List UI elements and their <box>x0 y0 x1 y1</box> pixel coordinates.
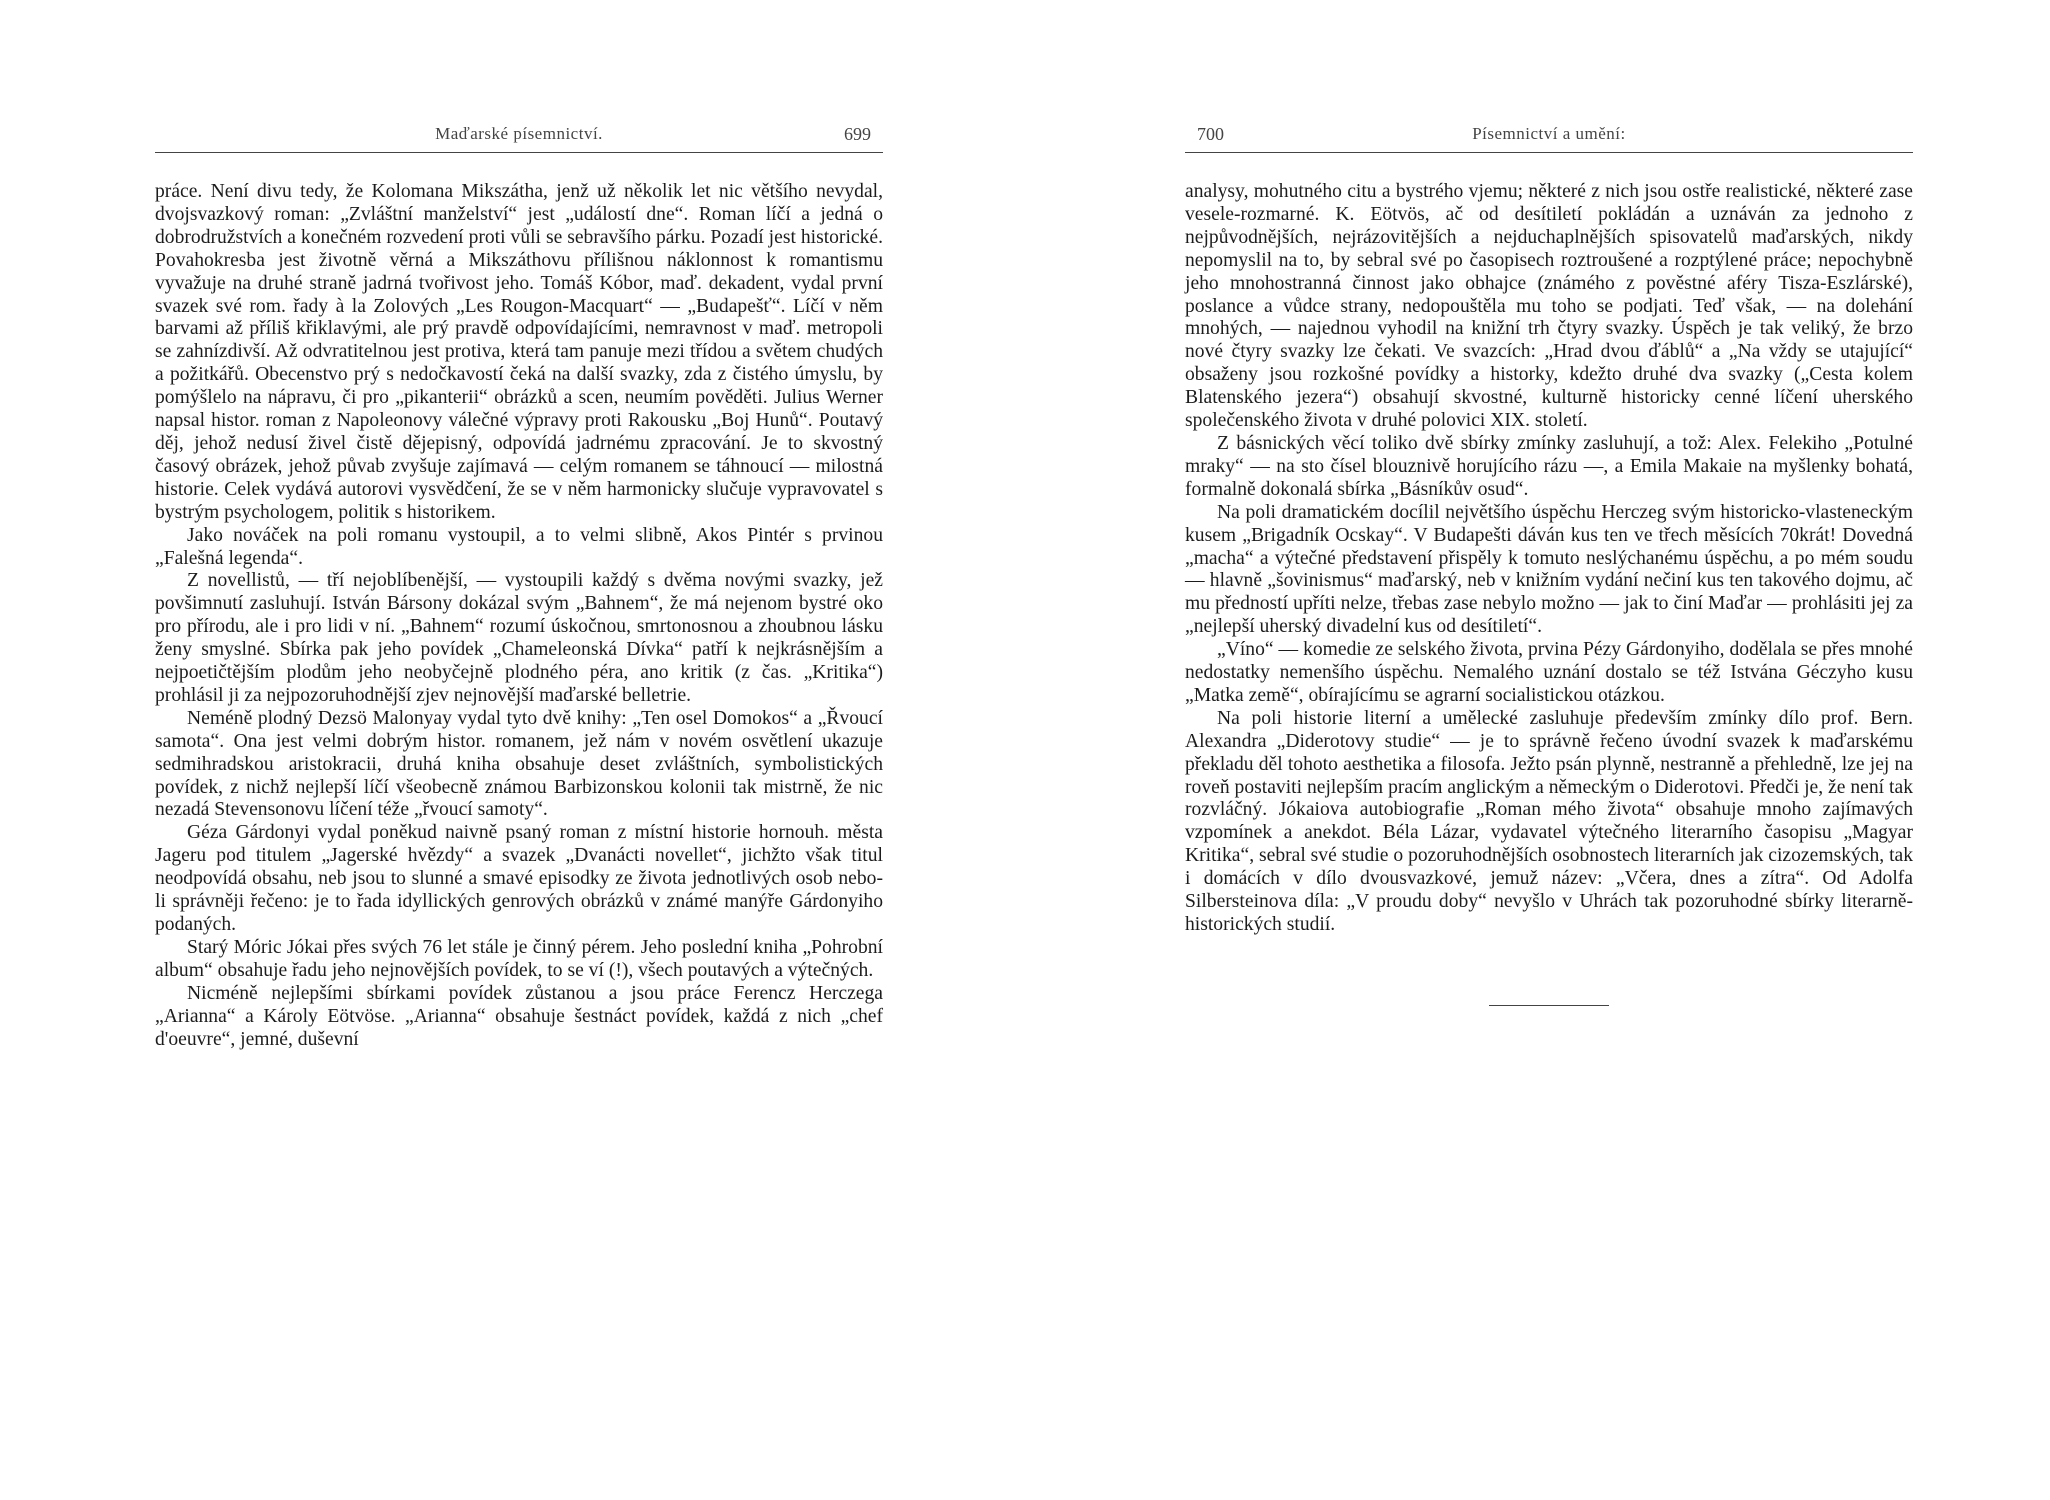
paragraph: Z básnických věcí toliko dvě sbírky zmínky zasluhují, a tož: Alex. Felekiho „Potulné mraky“ — na sto čísel blouznivě horujícího rázu —, a Emila Makaie na myšlenky bohatá, formalně dokonalá sbírka „Básníkův osud“. <box>1185 432 1913 500</box>
paragraph: Z novellistů, — tří nejoblíbenější, — vystoupili každý s dvěma novými svazky, jež povšimnutí zasluhují. István Bársony dokázal svým „Bahnem“, že má nejenom bystré oko pro přírodu, ale i pro lidi v ní. „Bahnem“ rozumí úskočnou, smrtonosnou a zhoubnou lásku ženy smyslné. Sbírka pak jeho povídek „Chameleonská Dívka“ patří k nejkrásnějším a nejpoetičtějším plodům jeho neobyčejně plodného péra, ano kritik (z čas. „Kritika“) prohlásil ji za nejpozoruhodnější zjev nejnovější maďarské belletrie. <box>155 570 883 706</box>
page-number: 699 <box>844 124 871 144</box>
paragraph: Na poli historie literní a umělecké zasluhuje především zmínky dílo prof. Bern. Alexandra „Diderotovy studie“ — je to správně řečeno úvodní svazek k maďarskému překladu děl tohoto aesthetika a filosofa. Ježto psán plynně, nestranně a přehledně, lze jej na roveň postaviti nejlepším pracím anglickým a německým o Diderotovi. Předči je, že není tak rozvláčný. Jókaiova autobiografie „Roman mého života“ obsahuje mnoho zajímavých vzpomínek a anekdot. Béla Lázar, vydavatel výtečného literarního časopisu „Magyar Kritika“, sebral své studie o pozoruhodnějších osobnostech literarních jak cizozemských, tak i domácích v dílo dvousvazkové, jemuž název: „Včera, dnes a zítra“. Od Adolfa Silbersteinova díla: „V proudu doby“ nevyšlo v Uhrách tak pozoruhodné sbírky literarně-historických studií. <box>1185 707 1914 935</box>
paragraph: Starý Móric Jókai přes svých 76 let stále je činný pérem. Jeho poslední kniha „Pohrobní album“ obsahuje řadu jeho nejnovějších povídek, to se ví (!), všech poutavých a výtečných. <box>155 936 883 981</box>
body-text-left <box>155 181 883 1051</box>
body-text-right <box>1185 181 1913 937</box>
section-end-rule <box>1489 1005 1609 1006</box>
paragraph: Jako nováček na poli romanu vystoupil, a to velmi slibně, Akos Pintér s prvinou „Falešná legenda“. <box>155 524 883 569</box>
right-page <box>1185 122 1913 1482</box>
running-head-right <box>1185 122 1913 153</box>
running-title: Maďarské písemnictví. <box>435 124 603 143</box>
paragraph: Nicméně nejlepšími sbírkami povídek zůstanou a jsou práce Ferencz Herczega „Arianna“ a Károly Eötvöse. „Arianna“ obsahuje šestnáct povídek, každá z nich „chef d'oeuvre“, jemné, duševní <box>155 982 883 1050</box>
paragraph: práce. Není divu tedy, že Kolomana Mikszátha, jenž už několik let nic většího nevydal, dvojsvazkový roman: „Zvláštní manželství“ jest „událostí dne“. Roman líčí a jedná o dobrodružstvích a konečném rozvedení proti vůli se sebravšího párku. Pozadí jest historické. Povahokresba jest životně věrná a Mikszáthovu přílišnou náklonnost k romantismu vyvažuje na druhé straně jadrná tvořivost jeho. Tomáš Kóbor, maď. dekadent, vydal první svazek své rom. řady à la Zolových „Les Rougon-Macquart“ — „Budapešť“. Líčí v něm barvami až příliš křiklavými, ale prý pravdě odpovídajícími, nemravnost v maď. metropoli se zahnízdivší. Až odvratitelnou jest protiva, která tam panuje mezi třídou a světem chudých a požitkářů. Obecenstvo prý s nedočkavostí čeká na další svazky, zda z čistého úmyslu, by pomýšlelo na nápravu, či pro „pikanterii“ obrázků a scen, neumím pověděti. Julius Werner napsal histor. roman z Napoleonovy válečné výpravy proti Rakousku „Boj Hunů“. Poutavý děj, jehož nedusí živel čistě dějepisný, odpovídá jadrnému zpracování. Je to skvostný časový obrázek, jehož půvab zvyšuje zajímavá — celým romanem se táhnoucí — milostná historie. Celek vydává autorovi vysvědčení, že se v něm harmonicky slučuje vypravovatel s bystrým psychologem, politik s historikem. <box>155 181 883 523</box>
paragraph: „Víno“ — komedie ze selského života, prvina Pézy Gárdonyiho, dodělala se přes mnohé nedostatky nemenšího úspěchu. Nemalého uznání dostalo se též Istvána Géczyho kusu „Matka země“, obírajícímu se agrarní socialistickou otázkou. <box>1185 639 1913 706</box>
running-head-left <box>155 122 883 153</box>
paragraph: Géza Gárdonyi vydal poněkud naivně psaný roman z místní historie hornouh. města Jageru pod titulem „Jagerské hvězdy“ a svazek „Dvanácti novellet“, jichžto však titul neodpovídá obsahu, neb jsou to slunné a smavé episodky ze života jednotlivých osob nebo-li správněji řečeno: je to řada idyllických genrových obrázků v známé manýře Gárdonyiho podaných. <box>155 822 883 935</box>
paragraph: analysy, mohutného citu a bystrého vjemu; některé z nich jsou ostře realistické, některé zase vesele-rozmarné. K. Eötvös, ač od desítiletí pokládán a uznáván za jednoho z nejpůvodnějších, nejrázovitějších a nejduchaplnějších spisovatelů maďarských, nikdy nepomyslil na to, by sebral své po časopisech roztroušené a rozptýlené práce; nepochybně jeho mnohostranná činnost jako obhajce (známého z pověstné aféry Tisza-Eszlárské), poslance a vůdce strany, nedopouštěla mu toho se podjati. Teď však, — na dolehání mnohých, — najednou vyhodil na knižní trh čtyry svazky. Úspěch je tak veliký, že brzo nové čtyry svazky lze čekati. Ve svazcích: „Hrad dvou ďáblů“ a „Na vždy se utajující“ obsaženy jsou rozkošné povídky a historky, kdežto druhé dva svazky („Cesta kolem Blatenského jezera“) obsahují skvostné, kulturně historicky cenné líčení uherského společenského života v druhé polovici XIX. století. <box>1185 181 1913 432</box>
page-number: 700 <box>1197 124 1224 144</box>
paragraph: Na poli dramatickém docílil největšího úspěchu Herczeg svým historicko-vlasteneckým kusem „Brigadník Ocskay“. V Budapešti dáván kus ten ve třech měsících 70krát! Dovedná „macha“ a výtečné představení přispěly k tomuto neslýchanému úspěchu, a po mém soudu — hlavně „šovinismus“ maďarský, neb v knižním vydání nečiní kus ten takového dojmu, ač mu předností upříti nelze, třebas zase nebylo možno — jak to činí Maďar — prohlásiti jej za „nejlepší uherský divadelní kus od desítiletí“. <box>1185 501 1913 638</box>
left-page <box>155 122 883 1482</box>
running-title: Písemnictví a umění: <box>1472 124 1626 143</box>
paragraph: Neméně plodný Dezsö Malonyay vydal tyto dvě knihy: „Ten osel Domokos“ a „Řvoucí samota“. Ona jest velmi dobrým histor. romanem, jež nám v novém osvětlení ukazuje sedmihradskou aristokracii, druhá kniha obsahuje deset zvláštních, symbolistických povídek, z nichž nejlepší líčí všeobecně známou Barbizonskou kolonii tak mistrně, že nic nezadá Stevensonovu líčení téže „řvoucí samoty“. <box>155 707 883 821</box>
